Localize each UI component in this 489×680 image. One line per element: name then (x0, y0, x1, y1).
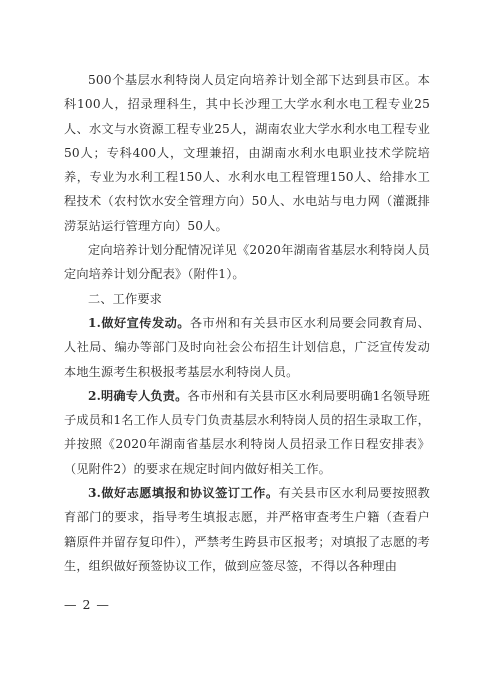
requirement-body-2: 各市州和有关县市区水利局要明确1名领导班子成员和1名工作人员专门负责基层水利特岗人员的招生录取工作，并按照《2020年湖南省基层水利特岗人员招录工作日程安排表》（见附件2）的要求在规定时间内做好相关工作。 (64, 388, 430, 476)
section-heading: 二、工作要求 (88, 291, 163, 306)
page-number: — 2 — (64, 597, 110, 612)
requirement-item-3 (64, 481, 430, 578)
requirement-title-3: 3.做好志愿填报和协议签订工作。 (88, 486, 279, 501)
requirement-item-1 (64, 311, 430, 384)
requirement-item-2 (64, 384, 430, 481)
requirement-body-3: 有关县市区水利局要按照教育部门的要求，指导考生填报志愿，并严格审查考生户籍（查看户籍原件并留存复印件），严禁考生跨县市区报考；对填报了志愿的考生，组织做好预签协议工作，做到应签尽签，不得以各种理由 (64, 486, 430, 573)
paragraph-quota: 500个基层水利特岗人员定向培养计划全部下达到县市区。本科100人，招录理科生，其中长沙理工大学水利水电工程专业25人、水文与水资源工程专业25人，湖南农业大学水利水电工程专业50人；专科400人，文理兼招，由湖南水利水电职业技术学院培养，专业为水利工程150人、水利水电工程管理150人、给排水工程技术（农村饮水安全管理方向）50人、水电站与电力网（灌溉排涝泵站运行管理方向）50人。 (64, 73, 430, 233)
requirement-title-1: 1.做好宣传发动。 (88, 315, 190, 330)
document-body (64, 68, 430, 578)
requirement-title-2: 2.明确专人负责。 (88, 388, 188, 403)
requirement-body-1: 各市州和有关县市区水利局要会同教育局、人社局、编办等部门及时向社会公布招生计划信息，广泛宣传发动本地生源考生积极报考基层水利特岗人员。 (64, 315, 430, 379)
paragraph-attachment-ref: 定向培养计划分配情况详见《2020年湖南省基层水利特岗人员定向培养计划分配表》（附件1）。 (64, 243, 430, 282)
